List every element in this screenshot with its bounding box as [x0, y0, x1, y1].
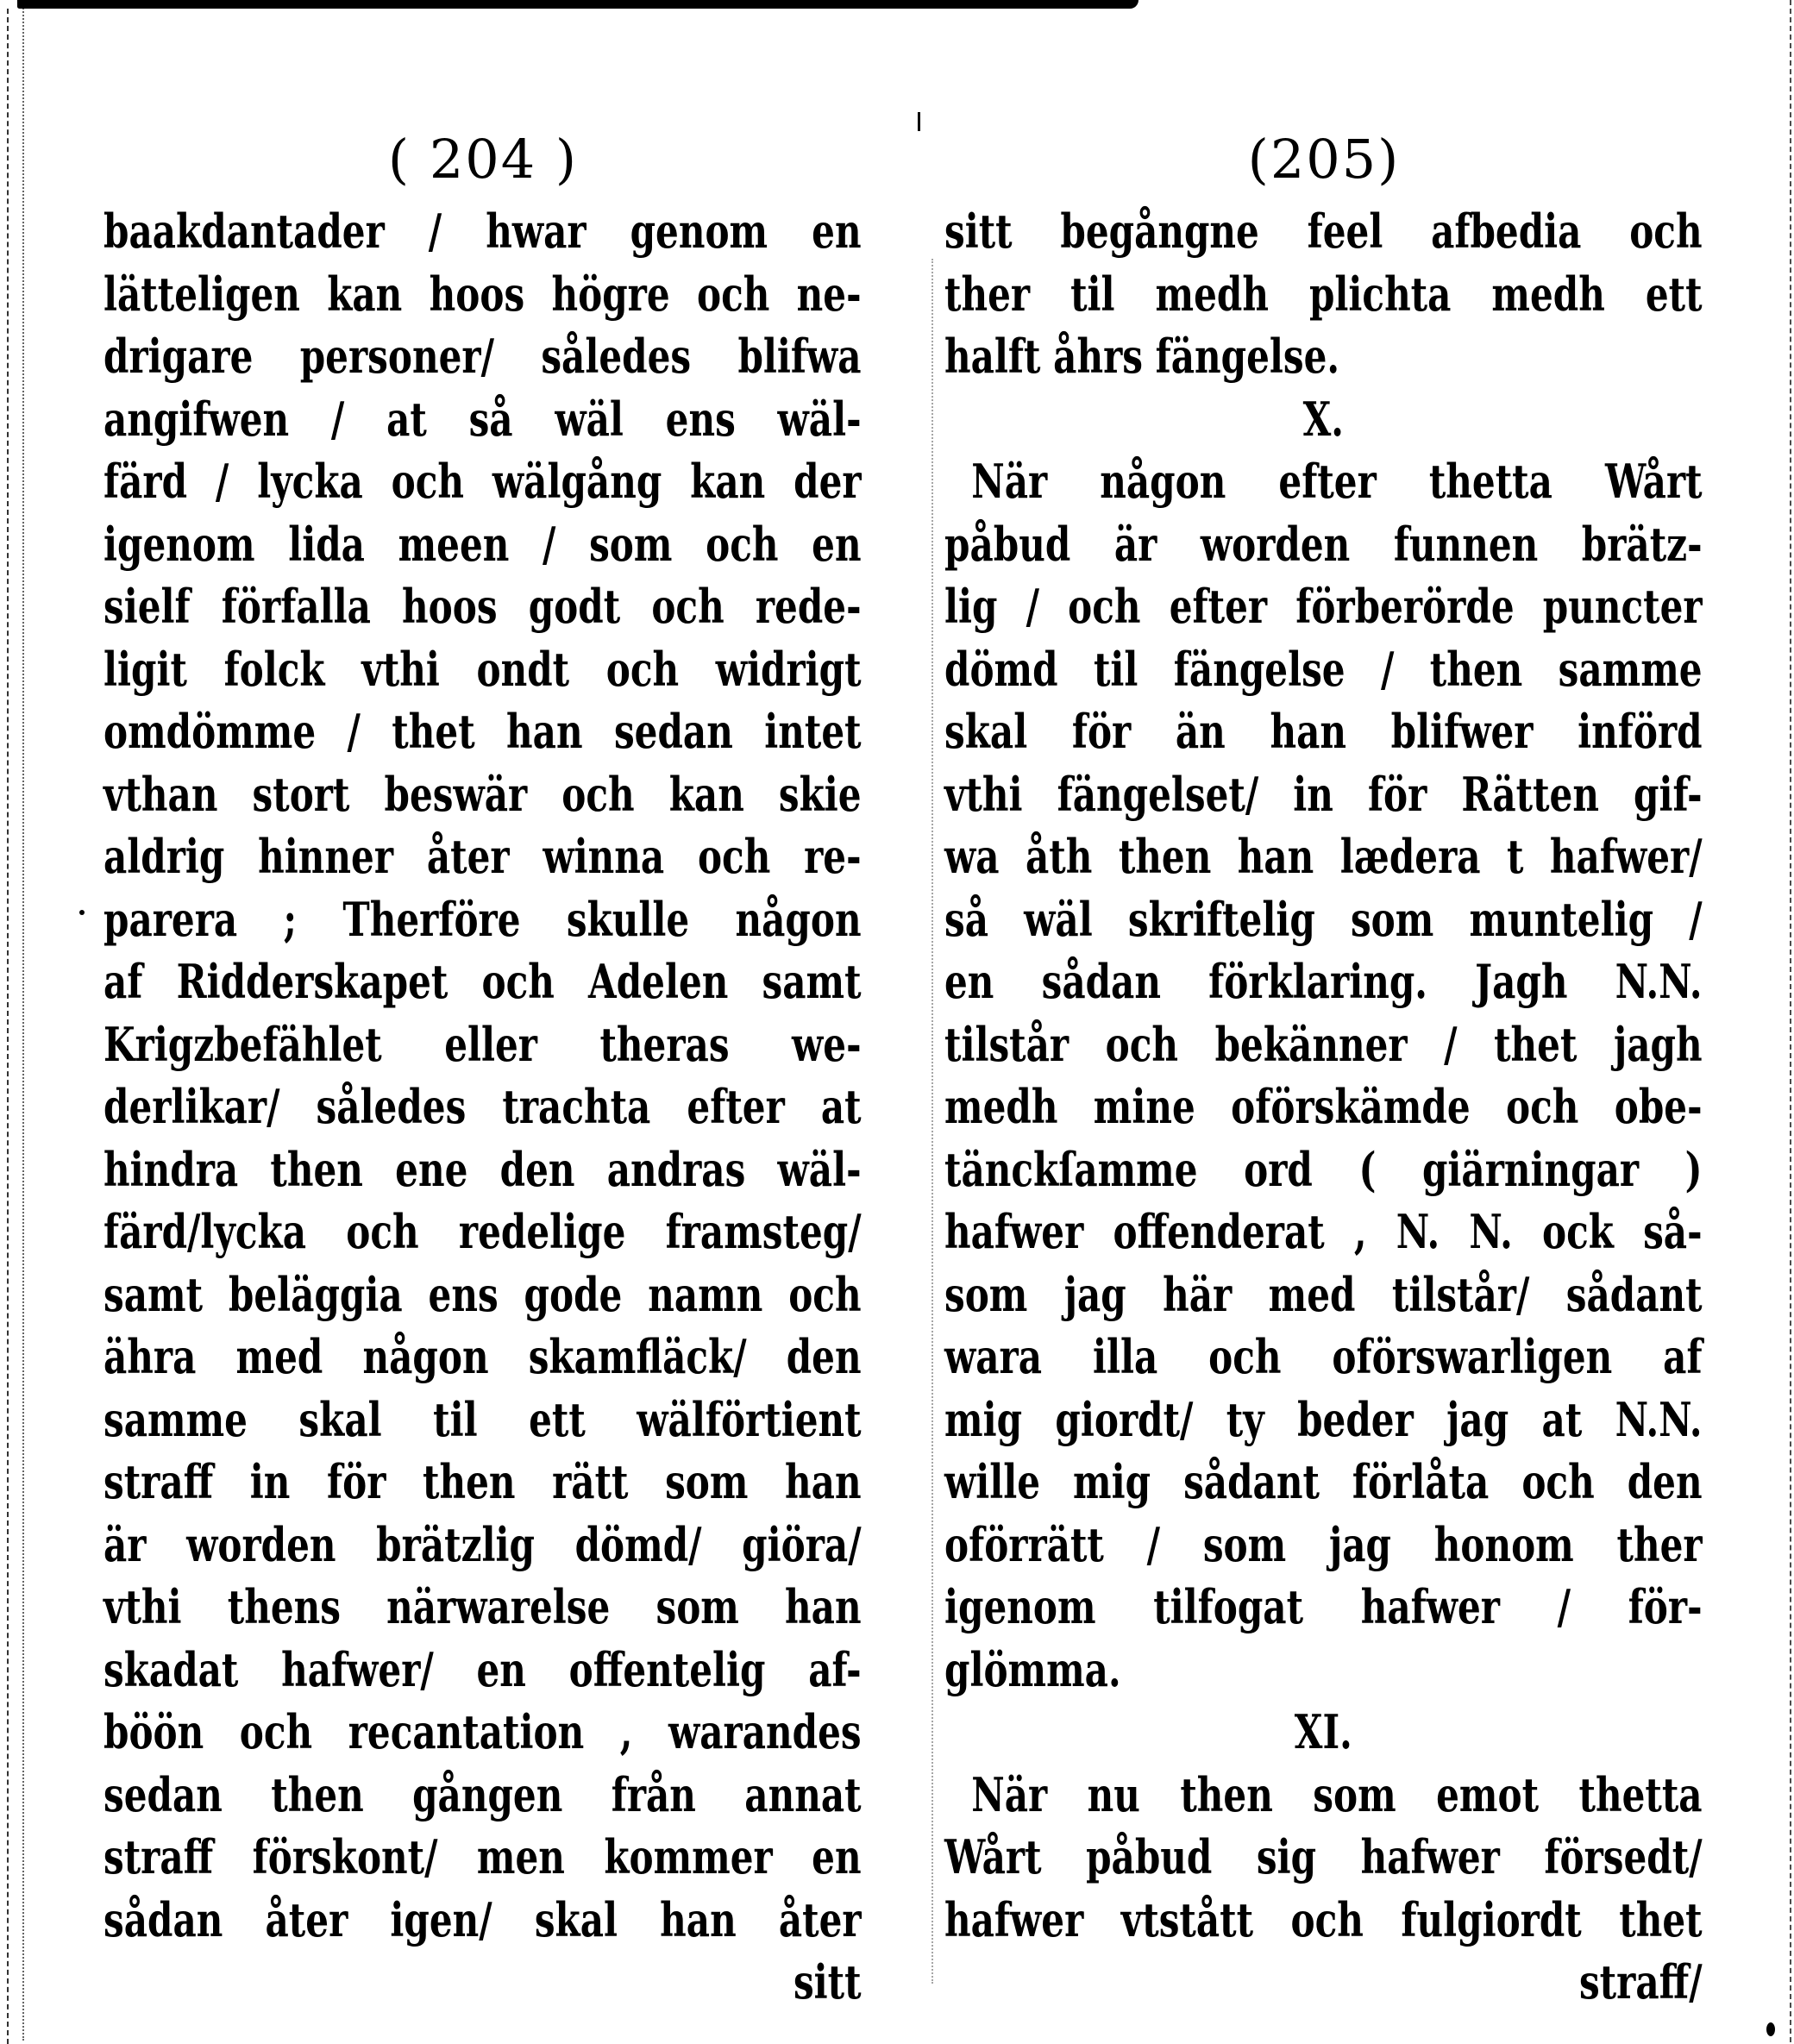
text-line: dömd til fängelse / then samme	[944, 641, 1703, 697]
left-page	[104, 0, 862, 2042]
text-line: angifwen / at så wäl ens wäl-	[104, 391, 862, 447]
text-line: baakdantader / hwar genom en	[104, 204, 862, 259]
text-line: wara illa och oförswarligen af	[944, 1329, 1703, 1384]
text-line: färd/lycka och redelige framsteg/	[104, 1204, 862, 1259]
text-line: omdömme / thet han sedan intet	[104, 704, 862, 759]
text-line: som jag här med tilstår/ sådant	[944, 1266, 1703, 1322]
page-number-right: (205)	[1247, 128, 1401, 191]
book-right-edge	[1790, 0, 1793, 2042]
text-line: ähra med någon skamfläck/ den	[104, 1329, 862, 1384]
text-line: sedan then gången från annat	[104, 1766, 862, 1822]
text-line: samt beläggia ens gode namn och	[104, 1266, 862, 1322]
text-line: färd / lycka och wälgång kan der	[104, 454, 862, 509]
text-line: skal för än han blifwer införd	[944, 704, 1703, 759]
catchword-right: straff/	[1578, 1954, 1703, 2010]
text-line: När nu then som emot thetta	[971, 1766, 1703, 1822]
section-heading-x: X.	[1302, 391, 1344, 447]
catchword-left: sitt	[793, 1954, 862, 2010]
text-line: straff in för then rätt som han	[104, 1454, 862, 1509]
text-line: sitt begångne feel afbedia och	[944, 204, 1703, 259]
text-line: igenom tilfogat hafwer / för-	[944, 1579, 1703, 1634]
gutter-mark	[918, 112, 920, 131]
text-line: aldrig hinner åter winna och re-	[104, 829, 862, 884]
text-line: sielf förfalla hoos godt och rede-	[104, 579, 862, 634]
text-line: straff förskont/ men kommer en	[104, 1829, 862, 1884]
text-line: böön och recantation , warandes	[104, 1704, 862, 1759]
gutter-shadow	[932, 259, 935, 1984]
text-line: mig giordt/ ty beder jag at N.N.	[944, 1391, 1703, 1447]
text-line: derlikar/ således trachta efter at	[104, 1079, 862, 1134]
text-line: tilstår och bekänner / thet jagh	[944, 1016, 1703, 1072]
text-line: tänckſamme ord ( giärningar )	[944, 1141, 1703, 1197]
page-number-left: ( 204 )	[387, 128, 579, 191]
text-line: parera ; Therföre skulle någon	[104, 891, 862, 947]
text-line: sådan åter igen/ skal han åter	[104, 1891, 862, 1947]
text-line: halft åhrs fängelse.	[944, 329, 1340, 384]
print-speck	[1766, 2022, 1775, 2036]
text-line: så wäl skriftelig som muntelig /	[944, 891, 1703, 947]
text-line: medh mine oförskämde och obe-	[944, 1079, 1703, 1134]
text-line: wa åth then han lædera t hafwer/	[944, 829, 1703, 884]
text-line: igenom lida meen / som och en	[104, 516, 862, 572]
book-left-edge	[7, 9, 12, 2044]
text-line: oförrätt / som jag honom ther	[944, 1516, 1703, 1572]
text-line: en sådan förklaring. Jagh N.N.	[944, 954, 1703, 1009]
text-line: glömma.	[944, 1641, 1121, 1697]
text-line: hafwer offenderat , N. N. ock så-	[944, 1204, 1703, 1259]
text-line: vthi thens närwarelse som han	[104, 1579, 862, 1634]
text-line: påbud är worden funnen brätz-	[944, 516, 1703, 572]
text-line: wille mig sådant förlåta och den	[944, 1454, 1703, 1509]
left-page-text	[104, 200, 862, 2014]
text-line: Krigzbefählet eller theras we-	[104, 1016, 862, 1072]
print-speck	[79, 910, 85, 915]
text-line: lätteligen kan hoos högre och ne-	[104, 266, 862, 322]
right-page	[944, 0, 1703, 2042]
text-line: Wårt påbud sig hafwer försedt/	[944, 1829, 1703, 1884]
text-line: ligit folck vthi ondt och widrigt	[104, 641, 862, 697]
text-line: ther til medh plichta medh ett	[944, 266, 1703, 322]
text-line: lig / och efter förberörde puncter	[944, 579, 1703, 634]
text-line: hafwer vtstått och fulgiordt thet	[944, 1891, 1703, 1947]
text-line: vthi fängelset/ in för Rätten gif-	[944, 766, 1703, 822]
book-left-edge-inner	[22, 5, 26, 2041]
text-line: är worden brätzlig dömd/ giöra/	[104, 1516, 862, 1572]
text-line: skadat hafwer/ en offentelig af-	[104, 1641, 862, 1697]
right-page-text	[944, 200, 1703, 2014]
text-line: samme skal til ett wälförtient	[104, 1391, 862, 1447]
text-line: vthan stort beswär och kan skie	[104, 766, 862, 822]
text-line: hindra then ene den andras wäl-	[104, 1141, 862, 1197]
text-line: drigare personer/ således blifwa	[104, 329, 862, 384]
text-line: af Ridderskapet och Adelen samt	[104, 954, 862, 1009]
section-heading-xi: XI.	[1294, 1704, 1352, 1759]
text-line: När någon efter thetta Wårt	[971, 454, 1703, 509]
